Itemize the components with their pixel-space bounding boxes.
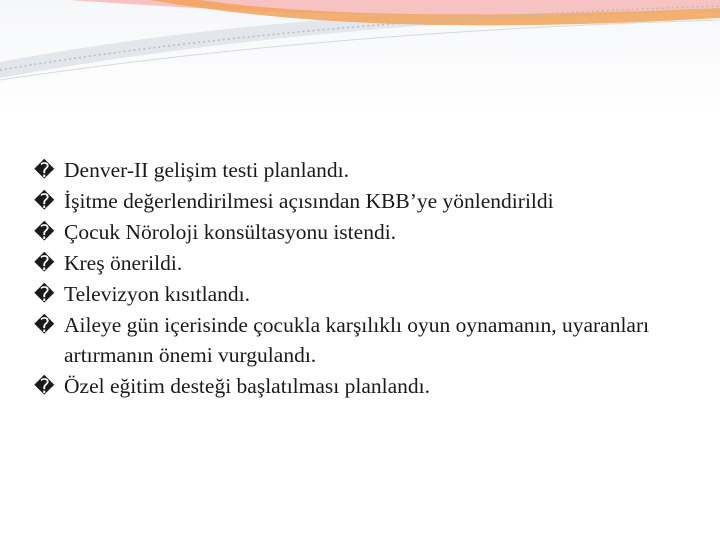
bullet-glyph-icon: �: [34, 374, 55, 398]
bullet-item: [34, 279, 694, 309]
bullet-glyph-icon: �: [34, 220, 55, 244]
bullet-text: Aileye gün içerisinde çocukla karşılıklı oyun oynamanın, uyaranları artırmanın önemi vurgulandı.: [64, 313, 650, 367]
bullet-text: Özel eğitim desteği başlatılması planlandı.: [64, 374, 431, 398]
bullet-list: [34, 155, 694, 402]
header-swoosh-decoration: [0, 0, 720, 110]
bullet-item: [34, 217, 694, 247]
bullet-item: [34, 186, 694, 216]
bullet-text: Denver-II gelişim testi planlandı.: [64, 158, 349, 182]
bullet-text: Televizyon kısıtlandı.: [64, 282, 250, 306]
bullet-text: Çocuk Nöroloji konsültasyonu istendi.: [64, 220, 397, 244]
bullet-item: [34, 155, 694, 185]
bullet-glyph-icon: �: [34, 158, 55, 182]
bullet-glyph-icon: �: [34, 313, 55, 337]
bullet-text: Kreş önerildi.: [64, 251, 183, 275]
bullet-item: [34, 248, 694, 278]
bullet-item: [34, 371, 694, 401]
bullet-glyph-icon: �: [34, 251, 55, 275]
bullet-glyph-icon: �: [34, 189, 55, 213]
bullet-text: İşitme değerlendirilmesi açısından KBB’ye yönlendirildi: [64, 189, 554, 213]
bullet-item: [34, 310, 694, 370]
bullet-glyph-icon: �: [34, 282, 55, 306]
